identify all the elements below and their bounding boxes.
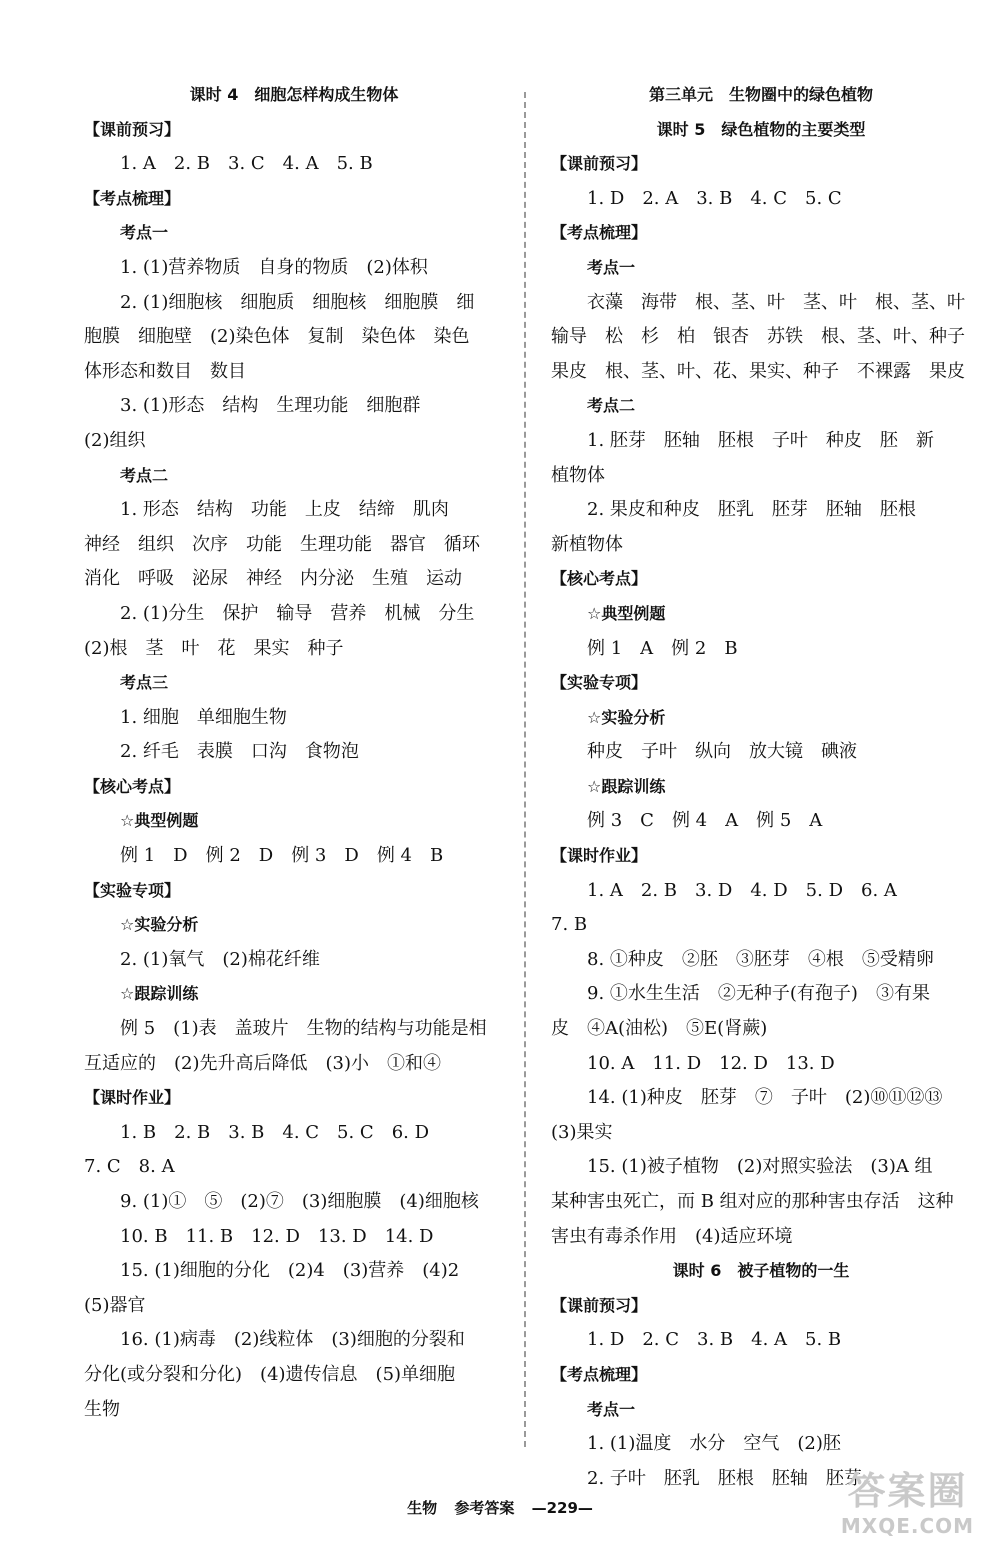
answer-line-continued: 新植物体 xyxy=(551,533,623,555)
answer-line: 1. A 2. B 3. D 4. D 5. D 6. A xyxy=(587,879,897,901)
page-number: —229— xyxy=(531,1499,593,1517)
answer-line: 3. (1)形态 结构 生理功能 细胞群 xyxy=(120,395,421,417)
answer-line-continued: 生物 xyxy=(84,1398,120,1420)
answer-line-continued: 体形态和数目 数目 xyxy=(84,360,246,382)
answer-line: 1. 形态 结构 功能 上皮 结缔 肌肉 xyxy=(120,499,449,521)
answer-line-continued: 7. C 8. A xyxy=(84,1156,175,1178)
answer-line-continued: 某种害虫死亡，而 B 组对应的那种害虫存活 这种 xyxy=(551,1191,954,1212)
subsection-heading: 考点二 xyxy=(587,396,636,416)
subsection-heading: ☆实验分析 xyxy=(587,707,666,727)
answer-line-continued: 果皮 根、茎、叶、花、果实、种子 不裸露 果皮 xyxy=(551,360,965,382)
subsection-heading: ☆实验分析 xyxy=(120,915,199,935)
subsection-heading: 考点一 xyxy=(587,257,636,277)
answer-line: 1. 胚芽 胚轴 胚根 子叶 种皮 胚 新 xyxy=(587,429,934,451)
answer-line: 例 1 A 例 2 B xyxy=(587,637,738,659)
right-column xyxy=(551,78,971,1496)
answer-line: 14. (1)种皮 胚芽 ⑦ 子叶 (2)⑩⑪⑫⑬ xyxy=(587,1087,943,1109)
answer-line: 2. (1)细胞核 细胞质 细胞核 细胞膜 细 xyxy=(120,291,475,313)
answer-line-continued: 神经 组织 次序 功能 生理功能 器官 循环 xyxy=(84,533,480,555)
answer-line-continued: 消化 呼吸 泌尿 神经 内分泌 生殖 运动 xyxy=(84,568,462,590)
answer-line: 9. (1)① ⑤ (2)⑦ (3)细胞膜 (4)细胞核 xyxy=(120,1191,479,1212)
answer-line: 2. 果皮和种皮 胚乳 胚芽 胚轴 胚根 xyxy=(587,499,916,521)
answer-line: 1. (1)营养物质 自身的物质 (2)体积 xyxy=(120,256,428,278)
subsection-heading: ☆跟踪训练 xyxy=(120,984,199,1004)
answer-line: 2. 子叶 胚乳 胚根 胚轴 胚芽 xyxy=(587,1467,862,1489)
lesson-title: 课时 6 被子植物的一生 xyxy=(672,1261,850,1281)
answer-line: 1. B 2. B 3. B 4. C 5. C 6. D xyxy=(120,1121,430,1143)
answer-line-continued: 胞膜 细胞壁 (2)染色体 复制 染色体 染色 xyxy=(84,326,470,348)
answer-line: 1. D 2. C 3. B 4. A 5. B xyxy=(587,1329,842,1351)
answer-line: 2. (1)氧气 (2)棉花纤维 xyxy=(120,948,320,970)
answer-line-continued: (2)组织 xyxy=(84,429,146,451)
answer-line: 15. (1)被子植物 (2)对照实验法 (3)A 组 xyxy=(587,1156,933,1178)
answer-line: 10. A 11. D 12. D 13. D xyxy=(587,1052,835,1074)
lesson-title: 课时 4 细胞怎样构成生物体 xyxy=(189,85,399,104)
section-heading: 【核心考点】 xyxy=(84,776,181,796)
section-heading: 【课前预习】 xyxy=(551,1295,648,1315)
section-heading: 【实验专项】 xyxy=(84,880,181,900)
section-heading: 【考点梳理】 xyxy=(551,223,648,243)
section-heading: 【课时作业】 xyxy=(551,846,648,866)
answer-line-continued: 7. B xyxy=(551,914,588,936)
answer-line: 2. 纤毛 表膜 口沟 食物泡 xyxy=(120,741,359,763)
answer-line-continued: (2)根 茎 叶 花 果实 种子 xyxy=(84,637,344,659)
answer-line-continued: (5)器官 xyxy=(84,1294,146,1316)
footer-label: 参考答案 xyxy=(454,1499,515,1517)
subsection-heading: 考点三 xyxy=(120,673,169,693)
lesson-title: 第三单元 生物圈中的绿色植物 xyxy=(648,85,873,104)
lesson-title: 课时 5 绿色植物的主要类型 xyxy=(656,119,866,139)
section-heading: 【实验专项】 xyxy=(551,673,648,693)
answer-line: 8. ①种皮 ②胚 ③胚芽 ④根 ⑤受精卵 xyxy=(587,948,934,970)
subsection-heading: ☆典型例题 xyxy=(587,603,666,623)
column-divider xyxy=(524,92,526,1447)
answer-line-continued: 皮 ④A(油松) ⑤E(肾蕨) xyxy=(551,1018,768,1040)
watermark-url: MXQE.COM xyxy=(840,1514,975,1538)
answer-line-continued: 分化(或分裂和分化) (4)遗传信息 (5)单细胞 xyxy=(84,1363,456,1385)
answer-line: 种皮 子叶 纵向 放大镜 碘液 xyxy=(587,741,857,763)
answer-line: 例 1 D 例 2 D 例 3 D 例 4 B xyxy=(120,845,444,867)
section-heading: 【课前预习】 xyxy=(551,154,648,174)
answer-line-continued: 互适应的 (2)先升高后降低 (3)小 ①和④ xyxy=(84,1052,441,1074)
answer-line: 1. (1)温度 水分 空气 (2)胚 xyxy=(587,1433,841,1455)
subsection-heading: ☆跟踪训练 xyxy=(587,776,666,796)
answer-line: 1. 细胞 单细胞生物 xyxy=(120,706,287,728)
answer-line: 15. (1)细胞的分化 (2)4 (3)营养 (4)2 xyxy=(120,1260,460,1282)
watermark-text: 答案圈 xyxy=(847,1469,968,1513)
footer-subject: 生物 xyxy=(407,1499,438,1517)
answer-line-continued: (3)果实 xyxy=(551,1121,613,1143)
answer-line-continued: 害虫有毒杀作用 (4)适应环境 xyxy=(551,1225,793,1247)
section-heading: 【课时作业】 xyxy=(84,1088,181,1108)
answer-line: 16. (1)病毒 (2)线粒体 (3)细胞的分裂和 xyxy=(120,1329,465,1351)
section-heading: 【课前预习】 xyxy=(84,119,181,139)
section-heading: 【核心考点】 xyxy=(551,569,648,589)
answer-line: 衣藻 海带 根、茎、叶 茎、叶 根、茎、叶 xyxy=(587,291,965,313)
watermark-logo xyxy=(820,1468,995,1546)
subsection-heading: 考点一 xyxy=(587,1399,636,1419)
answer-line: 1. A 2. B 3. C 4. A 5. B xyxy=(120,153,373,175)
left-column xyxy=(84,78,504,1427)
subsection-heading: 考点二 xyxy=(120,465,169,485)
answer-line: 2. (1)分生 保护 输导 营养 机械 分生 xyxy=(120,602,475,624)
subsection-heading: 考点一 xyxy=(120,223,169,243)
answer-line-continued: 植物体 xyxy=(551,464,605,486)
answer-line: 1. D 2. A 3. B 4. C 5. C xyxy=(587,187,842,209)
answer-line: 例 3 C 例 4 A 例 5 A xyxy=(587,810,823,832)
section-heading: 【考点梳理】 xyxy=(84,188,181,208)
section-heading: 【考点梳理】 xyxy=(551,1364,648,1384)
answer-line: 10. B 11. B 12. D 13. D 14. D xyxy=(120,1225,434,1247)
answer-line-continued: 输导 松 杉 柏 银杏 苏铁 根、茎、叶、种子 xyxy=(551,326,965,348)
answer-line: 9. ①水生生活 ②无种子(有孢子) ③有果 xyxy=(587,983,930,1005)
subsection-heading: ☆典型例题 xyxy=(120,811,199,831)
answer-line: 例 5 (1)表 盖玻片 生物的结构与功能是相 xyxy=(120,1018,487,1040)
